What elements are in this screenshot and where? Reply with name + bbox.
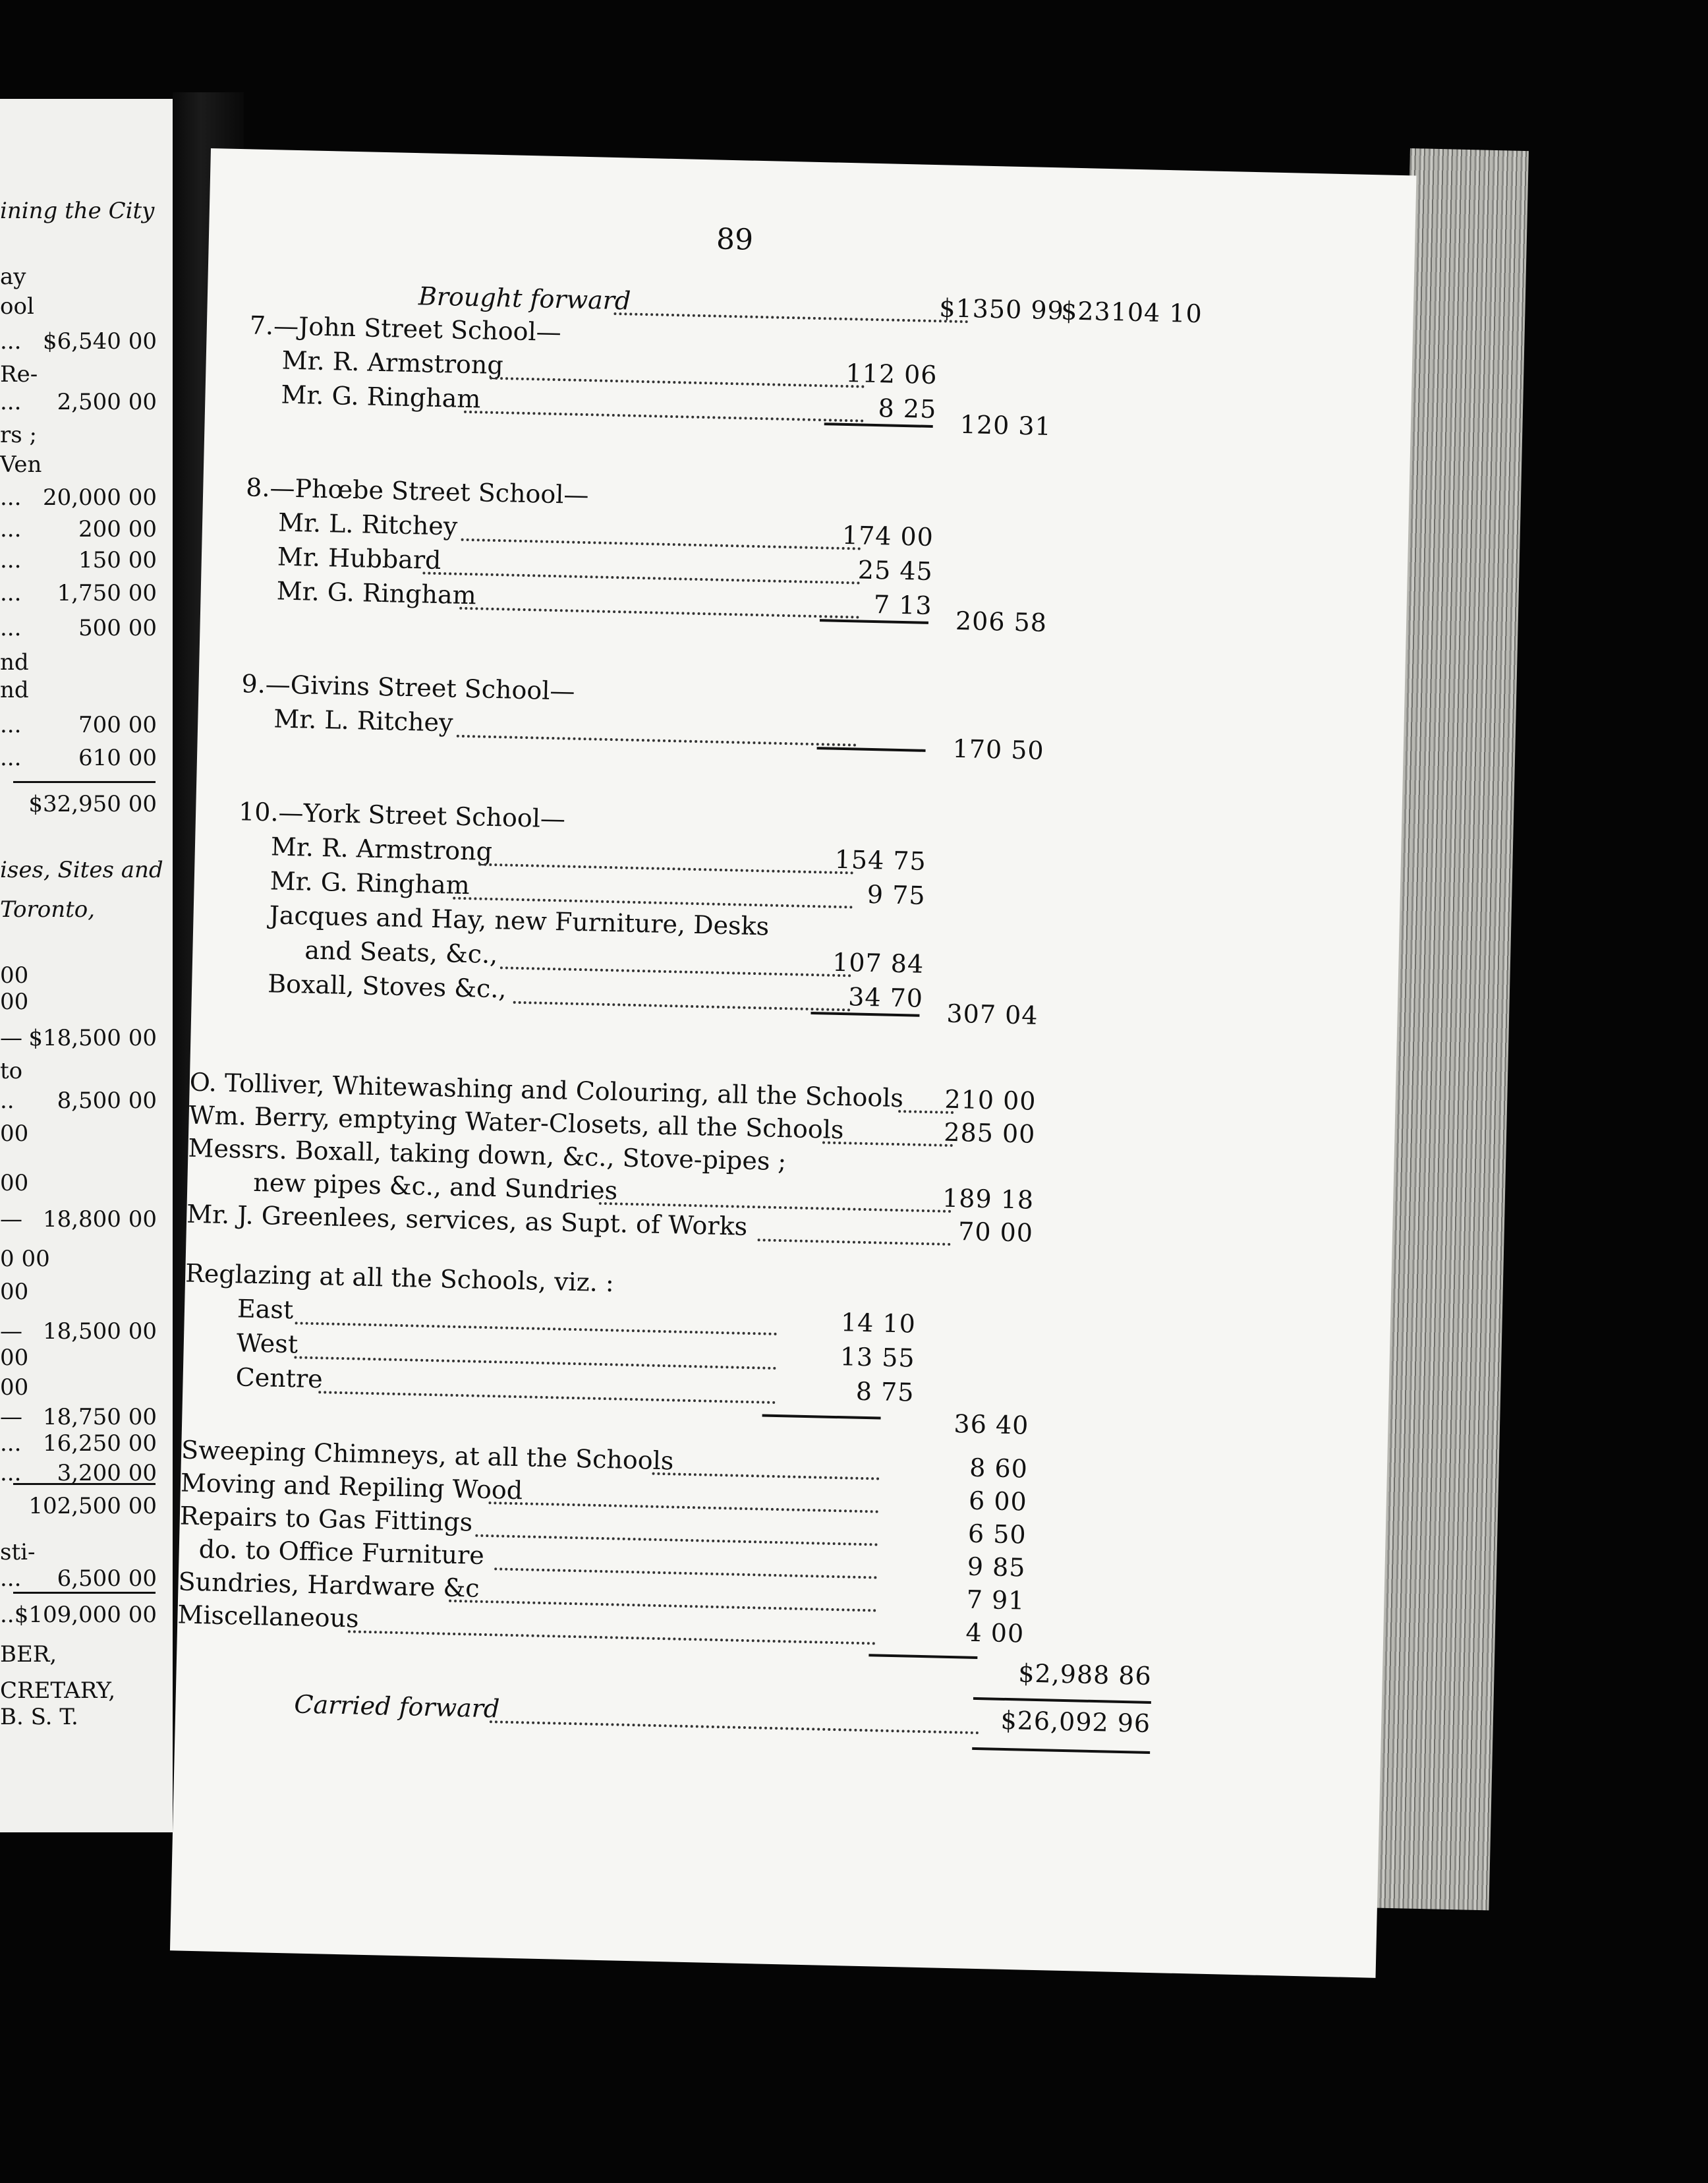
left-page-text: ining the City — [0, 198, 155, 224]
left-page-amount: 150 00 — [78, 547, 157, 573]
general-item-amount: 285 00 — [943, 1117, 1036, 1149]
carried-forward-label: Carried forward — [293, 1689, 500, 1724]
left-page-text: 00 — [0, 1374, 29, 1401]
payee-label: Mr. R. Armstrong — [270, 832, 493, 866]
left-page-text: nd — [0, 649, 29, 676]
payee-label: Mr. L. Ritchey — [277, 508, 458, 541]
school-heading-label: 10.—York Street School— — [238, 797, 566, 834]
left-page-amount: 200 00 — [78, 516, 157, 542]
left-page-text: .. — [0, 1088, 14, 1114]
left-page-text: BER, — [0, 1641, 57, 1668]
item-amount: 9 75 — [867, 879, 926, 910]
misc-item-label: Repairs to Gas Fittings — [179, 1501, 473, 1537]
left-page-text: sti- — [0, 1539, 36, 1565]
carried-forward-row — [175, 1687, 1296, 1747]
left-page-text: ises, Sites and — [0, 857, 163, 883]
left-page-text: — — [0, 1025, 22, 1051]
item-amount: 112 06 — [845, 358, 938, 390]
left-page-line — [0, 451, 158, 484]
payee-label: Mr. G. Ringham — [276, 576, 477, 610]
leader-dots — [822, 1107, 954, 1146]
left-page-text: ool — [0, 293, 34, 320]
left-page-amount: 6,500 00 — [57, 1565, 157, 1592]
general-item-label: O. Tolliver, Whitewashing and Colouring, all the Schools — [189, 1067, 904, 1113]
left-page-line — [0, 1170, 158, 1203]
misc-item-label: Sweeping Chimneys, at all the Schools — [181, 1435, 674, 1476]
left-page-amount: 700 00 — [78, 712, 157, 738]
left-page-text: Re- — [0, 361, 38, 388]
section-total: 206 58 — [955, 606, 1048, 637]
left-page-text: ... — [0, 615, 22, 641]
left-page-text: ... — [0, 547, 22, 573]
item-amount: 107 84 — [832, 947, 925, 979]
left-page-text: 00 — [0, 1121, 29, 1147]
left-page-line — [0, 1088, 158, 1121]
left-page-amount: 610 00 — [78, 745, 157, 771]
reglazing-amount: 14 10 — [840, 1308, 917, 1339]
item-amount: 154 75 — [834, 844, 927, 876]
brought-forward-label: Brought forward — [418, 281, 631, 316]
item-amount: 174 00 — [841, 520, 934, 552]
left-page-line — [0, 198, 158, 231]
left-page-rule — [13, 1592, 156, 1594]
general-item-label: Wm. Berry, emptying Water-Closets, all the Schools — [188, 1100, 844, 1145]
left-page-line — [0, 1430, 158, 1463]
left-page-text: ... — [0, 516, 22, 542]
subtotal-amount: $2,988 86 — [1017, 1658, 1153, 1691]
brought-forward-amount: $1350 99 — [938, 293, 1065, 326]
left-page-amount: 1,750 00 — [57, 580, 157, 606]
left-page-line — [0, 389, 158, 422]
left-page-text: nd — [0, 677, 29, 703]
left-page-line — [0, 484, 158, 517]
payee-label: Boxall, Stoves &c., — [267, 969, 507, 1004]
payee-label: Jacques and Hay, new Furniture, Desks — [269, 900, 770, 941]
carried-forward-amount: $26,092 96 — [1000, 1705, 1151, 1738]
left-page-text: ... — [0, 1565, 22, 1592]
left-page-line — [0, 293, 158, 326]
misc-item-amount: 8 60 — [969, 1453, 1029, 1484]
left-page-line — [0, 1206, 158, 1239]
left-page-text: 00 — [0, 1279, 29, 1305]
misc-item-label: Miscellaneous — [177, 1600, 360, 1633]
school-heading-label: 8.—Phœbe Street School— — [245, 473, 589, 510]
left-page-line — [0, 1704, 158, 1737]
general-item-label: new pipes &c., and Sundries — [252, 1167, 618, 1206]
payee-label: Mr. G. Ringham — [281, 380, 481, 414]
left-page-amount: $18,500 00 — [28, 1025, 157, 1051]
left-page-line — [0, 857, 163, 890]
left-page-text: B. S. T. — [0, 1704, 78, 1730]
leader-dots — [490, 1686, 980, 1734]
total-rule — [973, 1697, 1151, 1704]
left-page-line — [0, 1460, 158, 1493]
payee-label: Mr. G. Ringham — [270, 866, 470, 900]
ledger-body — [177, 148, 1417, 1738]
misc-item-amount: 9 85 — [967, 1552, 1026, 1583]
left-page-rule — [13, 1483, 156, 1485]
misc-item-amount: 4 00 — [965, 1617, 1025, 1648]
item-amount: 7 13 — [873, 590, 933, 621]
left-page-text: ... — [0, 745, 22, 771]
left-page-text: 0 00 — [0, 1246, 50, 1272]
left-page-amount: $109,000 00 — [14, 1602, 157, 1628]
misc-item-amount: 6 50 — [967, 1519, 1027, 1550]
left-page-text: — — [0, 1404, 22, 1430]
left-page-text: Toronto, — [0, 896, 96, 923]
left-page-text: ... — [0, 1460, 22, 1486]
left-page-text: 00 — [0, 962, 29, 989]
left-page-text: ay — [0, 264, 26, 290]
left-page-amount: 102,500 00 — [28, 1493, 157, 1519]
item-amount: 34 70 — [847, 982, 924, 1013]
left-page-line — [0, 791, 158, 824]
section-total: 307 04 — [946, 999, 1039, 1030]
left-page-line — [0, 1279, 158, 1312]
left-page-line — [0, 989, 158, 1022]
left-page-line — [0, 1641, 158, 1674]
left-page-amount: 16,250 00 — [42, 1430, 157, 1457]
left-page-text: ... — [0, 712, 22, 738]
misc-item-amount: 6 00 — [968, 1486, 1028, 1517]
left-page-amount: 8,500 00 — [57, 1088, 157, 1114]
misc-item-label: do. to Office Furniture — [198, 1534, 485, 1570]
reglazing-amount: 8 75 — [855, 1376, 915, 1407]
section-total: 170 50 — [952, 734, 1045, 765]
left-page-line — [0, 580, 158, 613]
left-page-text: — — [0, 1318, 22, 1345]
brought-forward-total: $23104 10 — [1060, 296, 1203, 329]
payee-label: Mr. R. Armstrong — [281, 345, 504, 380]
left-page-text: ... — [0, 328, 22, 355]
left-page-amount: 2,500 00 — [57, 389, 157, 415]
misc-item-label: Moving and Repiling Wood — [180, 1468, 523, 1505]
reglazing-amount: 13 55 — [840, 1342, 916, 1373]
left-page-line — [0, 677, 158, 710]
school-heading-label: 7.—John Street School— — [249, 310, 562, 347]
left-page-line — [0, 422, 158, 455]
left-page-amount: $6,540 00 — [42, 328, 157, 355]
ledger-page — [170, 148, 1417, 1978]
left-page-line — [0, 1058, 158, 1091]
left-page-line — [0, 547, 158, 580]
page-number: 89 — [716, 222, 754, 257]
misc-item-label: Sundries, Hardware &c — [178, 1567, 480, 1603]
left-page-line — [0, 328, 158, 361]
left-page-amount: $32,950 00 — [28, 791, 157, 817]
left-page-text: — — [0, 1206, 22, 1233]
left-page-amount: 18,800 00 — [42, 1206, 157, 1233]
misc-item-amount: 7 91 — [966, 1585, 1025, 1615]
left-page-text: ... — [0, 484, 22, 511]
general-item-amount: 70 00 — [957, 1217, 1034, 1248]
payee-label: and Seats, &c., — [304, 935, 498, 970]
left-page-text: CRETARY, — [0, 1677, 116, 1704]
item-amount: 25 45 — [857, 555, 934, 587]
payee-label: Mr. Hubbard — [277, 542, 441, 575]
left-page-line — [0, 712, 158, 745]
left-page-amount: 18,750 00 — [42, 1404, 157, 1430]
left-page-line — [0, 516, 158, 549]
left-page-amount: 3,200 00 — [57, 1460, 157, 1486]
left-page-line — [0, 1602, 158, 1635]
left-page-line — [0, 615, 158, 648]
left-page-line — [0, 1345, 158, 1378]
payee-label: Mr. L. Ritchey — [273, 704, 454, 738]
left-page-line — [0, 745, 158, 778]
left-page-text: to — [0, 1058, 23, 1084]
left-page-line — [0, 264, 158, 297]
left-page-text: 00 — [0, 1345, 29, 1371]
reglazing-label: Centre — [235, 1362, 324, 1394]
left-page-line — [0, 896, 158, 929]
leader-dots — [758, 1204, 952, 1246]
left-page-amount: 18,500 00 — [42, 1318, 157, 1345]
left-page-line — [0, 1246, 158, 1279]
left-page-line — [0, 1493, 158, 1526]
left-page-text: 00 — [0, 1170, 29, 1196]
general-item-label: Mr. J. Greenlees, services, as Supt. of Works — [186, 1199, 748, 1241]
left-page-amount: 500 00 — [78, 615, 157, 641]
left-page-text: .. — [0, 1602, 14, 1628]
reglazing-total: 36 40 — [954, 1409, 1029, 1440]
left-page-text: rs ; — [0, 422, 37, 448]
left-page-line — [0, 1374, 158, 1407]
left-page-text: ... — [0, 580, 22, 606]
left-page-rule — [13, 781, 156, 783]
school-heading-label: 9.—Givins Street School— — [241, 669, 575, 706]
general-item-label: Messrs. Boxall, taking down, &c., Stove-pipes ; — [188, 1133, 787, 1177]
general-item-amount: 210 00 — [944, 1084, 1037, 1116]
left-page-line — [0, 1025, 158, 1058]
reglazing-label: East — [237, 1294, 294, 1325]
leader-dots — [613, 278, 969, 323]
left-page-text: 00 — [0, 989, 29, 1015]
total-rule — [972, 1747, 1150, 1754]
left-page-text: ... — [0, 389, 22, 415]
general-item-amount: 189 18 — [942, 1183, 1035, 1215]
left-facing-page — [0, 99, 173, 1832]
left-page-text: Ven — [0, 451, 42, 478]
reglazing-heading-label: Reglazing at all the Schools, viz. : — [185, 1258, 615, 1298]
section-total: 120 31 — [959, 409, 1052, 442]
item-amount: 8 25 — [878, 393, 937, 424]
left-page-line — [0, 1121, 158, 1153]
reglazing-label: West — [236, 1328, 299, 1359]
left-page-amount: 20,000 00 — [42, 484, 157, 511]
left-page-text: ... — [0, 1430, 22, 1457]
